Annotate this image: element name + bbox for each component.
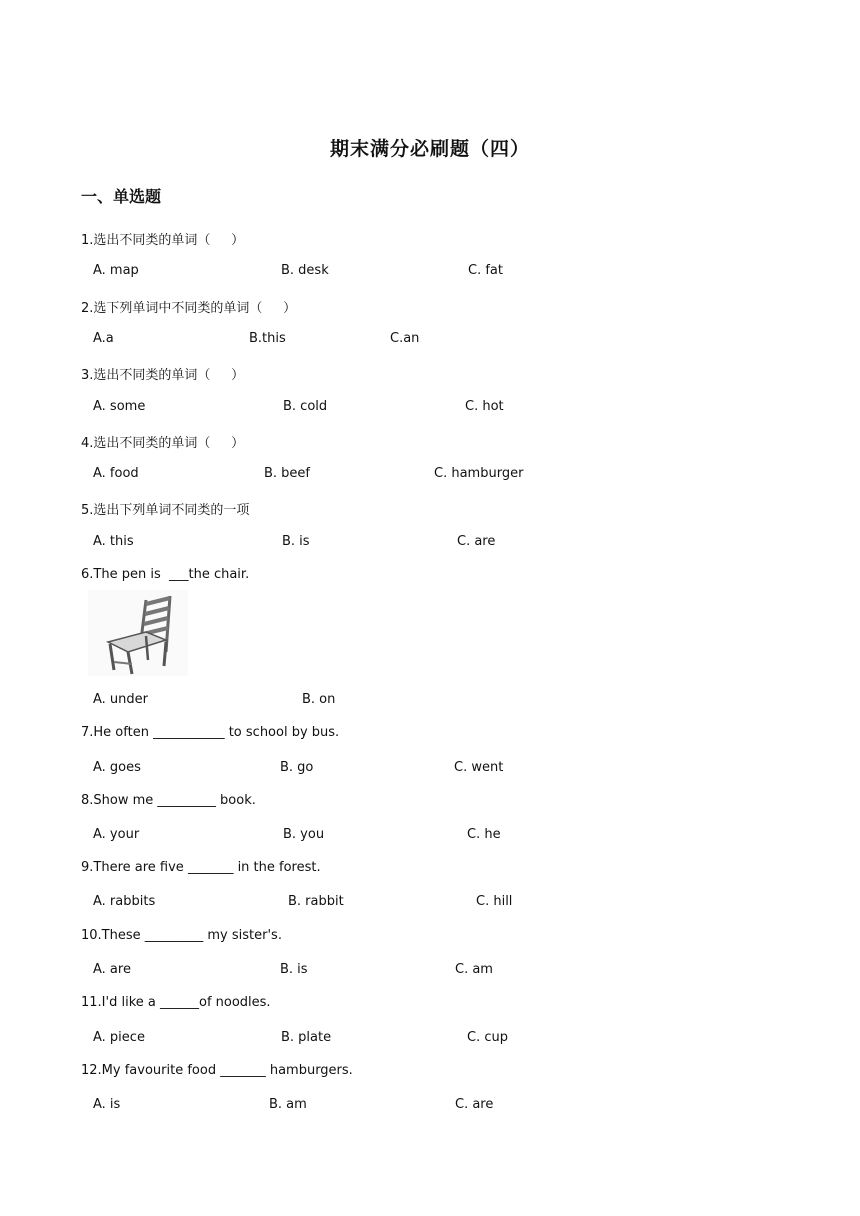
question-8-option-b[interactable]: B. you bbox=[283, 827, 325, 842]
question-5-option-c[interactable]: C. are bbox=[457, 534, 496, 549]
question-7-option-c[interactable]: C. went bbox=[454, 760, 504, 775]
question-3-option-b[interactable]: B. cold bbox=[283, 399, 328, 414]
question-6-stem: 6.The pen is ___the chair. bbox=[81, 567, 250, 582]
question-3-option-a[interactable]: A. some bbox=[93, 399, 146, 414]
question-6-option-b[interactable]: B. on bbox=[302, 692, 336, 707]
question-2-stem: 2.选下列单词中不同类的单词（ ） bbox=[81, 301, 297, 316]
question-4-option-a[interactable]: A. food bbox=[93, 466, 139, 481]
question-5-stem: 5.选出下列单词不同类的一项 bbox=[81, 503, 250, 518]
question-9-option-a[interactable]: A. rabbits bbox=[93, 894, 156, 909]
question-8-option-a[interactable]: A. your bbox=[93, 827, 140, 842]
question-9-option-b[interactable]: B. rabbit bbox=[288, 894, 344, 909]
chair-illustration bbox=[88, 590, 188, 676]
question-7-stem: 7.He often ___________ to school by bus. bbox=[81, 725, 340, 740]
question-3-option-c[interactable]: C. hot bbox=[465, 399, 504, 414]
question-12-stem: 12.My favourite food _______ hamburgers. bbox=[81, 1063, 353, 1078]
question-7-option-a[interactable]: A. goes bbox=[93, 760, 141, 775]
question-10-option-a[interactable]: A. are bbox=[93, 962, 131, 977]
question-11-stem: 11.I'd like a ______of noodles. bbox=[81, 995, 271, 1010]
question-11-option-a[interactable]: A. piece bbox=[93, 1030, 145, 1045]
question-1-option-b[interactable]: B. desk bbox=[281, 263, 329, 278]
question-12-option-c[interactable]: C. are bbox=[455, 1097, 494, 1112]
question-8-option-c[interactable]: C. he bbox=[467, 827, 501, 842]
question-1-option-a[interactable]: A. map bbox=[93, 263, 139, 278]
question-9-option-c[interactable]: C. hill bbox=[476, 894, 513, 909]
question-11-option-c[interactable]: C. cup bbox=[467, 1030, 508, 1045]
question-5-option-b[interactable]: B. is bbox=[282, 534, 310, 549]
question-4-option-b[interactable]: B. beef bbox=[264, 466, 311, 481]
question-7-option-b[interactable]: B. go bbox=[280, 760, 314, 775]
question-2-option-c[interactable]: C.an bbox=[390, 331, 420, 346]
question-4-stem: 4.选出不同类的单词（ ） bbox=[81, 436, 245, 451]
question-12-option-b[interactable]: B. am bbox=[269, 1097, 307, 1112]
question-5-option-a[interactable]: A. this bbox=[93, 534, 134, 549]
question-2-option-b[interactable]: B.this bbox=[249, 331, 286, 346]
question-2-option-a[interactable]: A.a bbox=[93, 331, 114, 346]
question-1-stem: 1.选出不同类的单词（ ） bbox=[81, 233, 245, 248]
question-11-option-b[interactable]: B. plate bbox=[281, 1030, 332, 1045]
question-12-option-a[interactable]: A. is bbox=[93, 1097, 121, 1112]
section-heading: 一、单选题 bbox=[81, 187, 162, 206]
question-10-option-b[interactable]: B. is bbox=[280, 962, 308, 977]
question-9-stem: 9.There are five _______ in the forest. bbox=[81, 860, 321, 875]
question-3-stem: 3.选出不同类的单词（ ） bbox=[81, 368, 245, 383]
question-10-option-c[interactable]: C. am bbox=[455, 962, 493, 977]
page-title: 期末满分必刷题（四） bbox=[329, 138, 530, 160]
question-8-stem: 8.Show me _________ book. bbox=[81, 793, 256, 808]
question-4-option-c[interactable]: C. hamburger bbox=[434, 466, 524, 481]
question-6-option-a[interactable]: A. under bbox=[93, 692, 149, 707]
question-10-stem: 10.These _________ my sister's. bbox=[81, 928, 282, 943]
question-1-option-c[interactable]: C. fat bbox=[468, 263, 503, 278]
